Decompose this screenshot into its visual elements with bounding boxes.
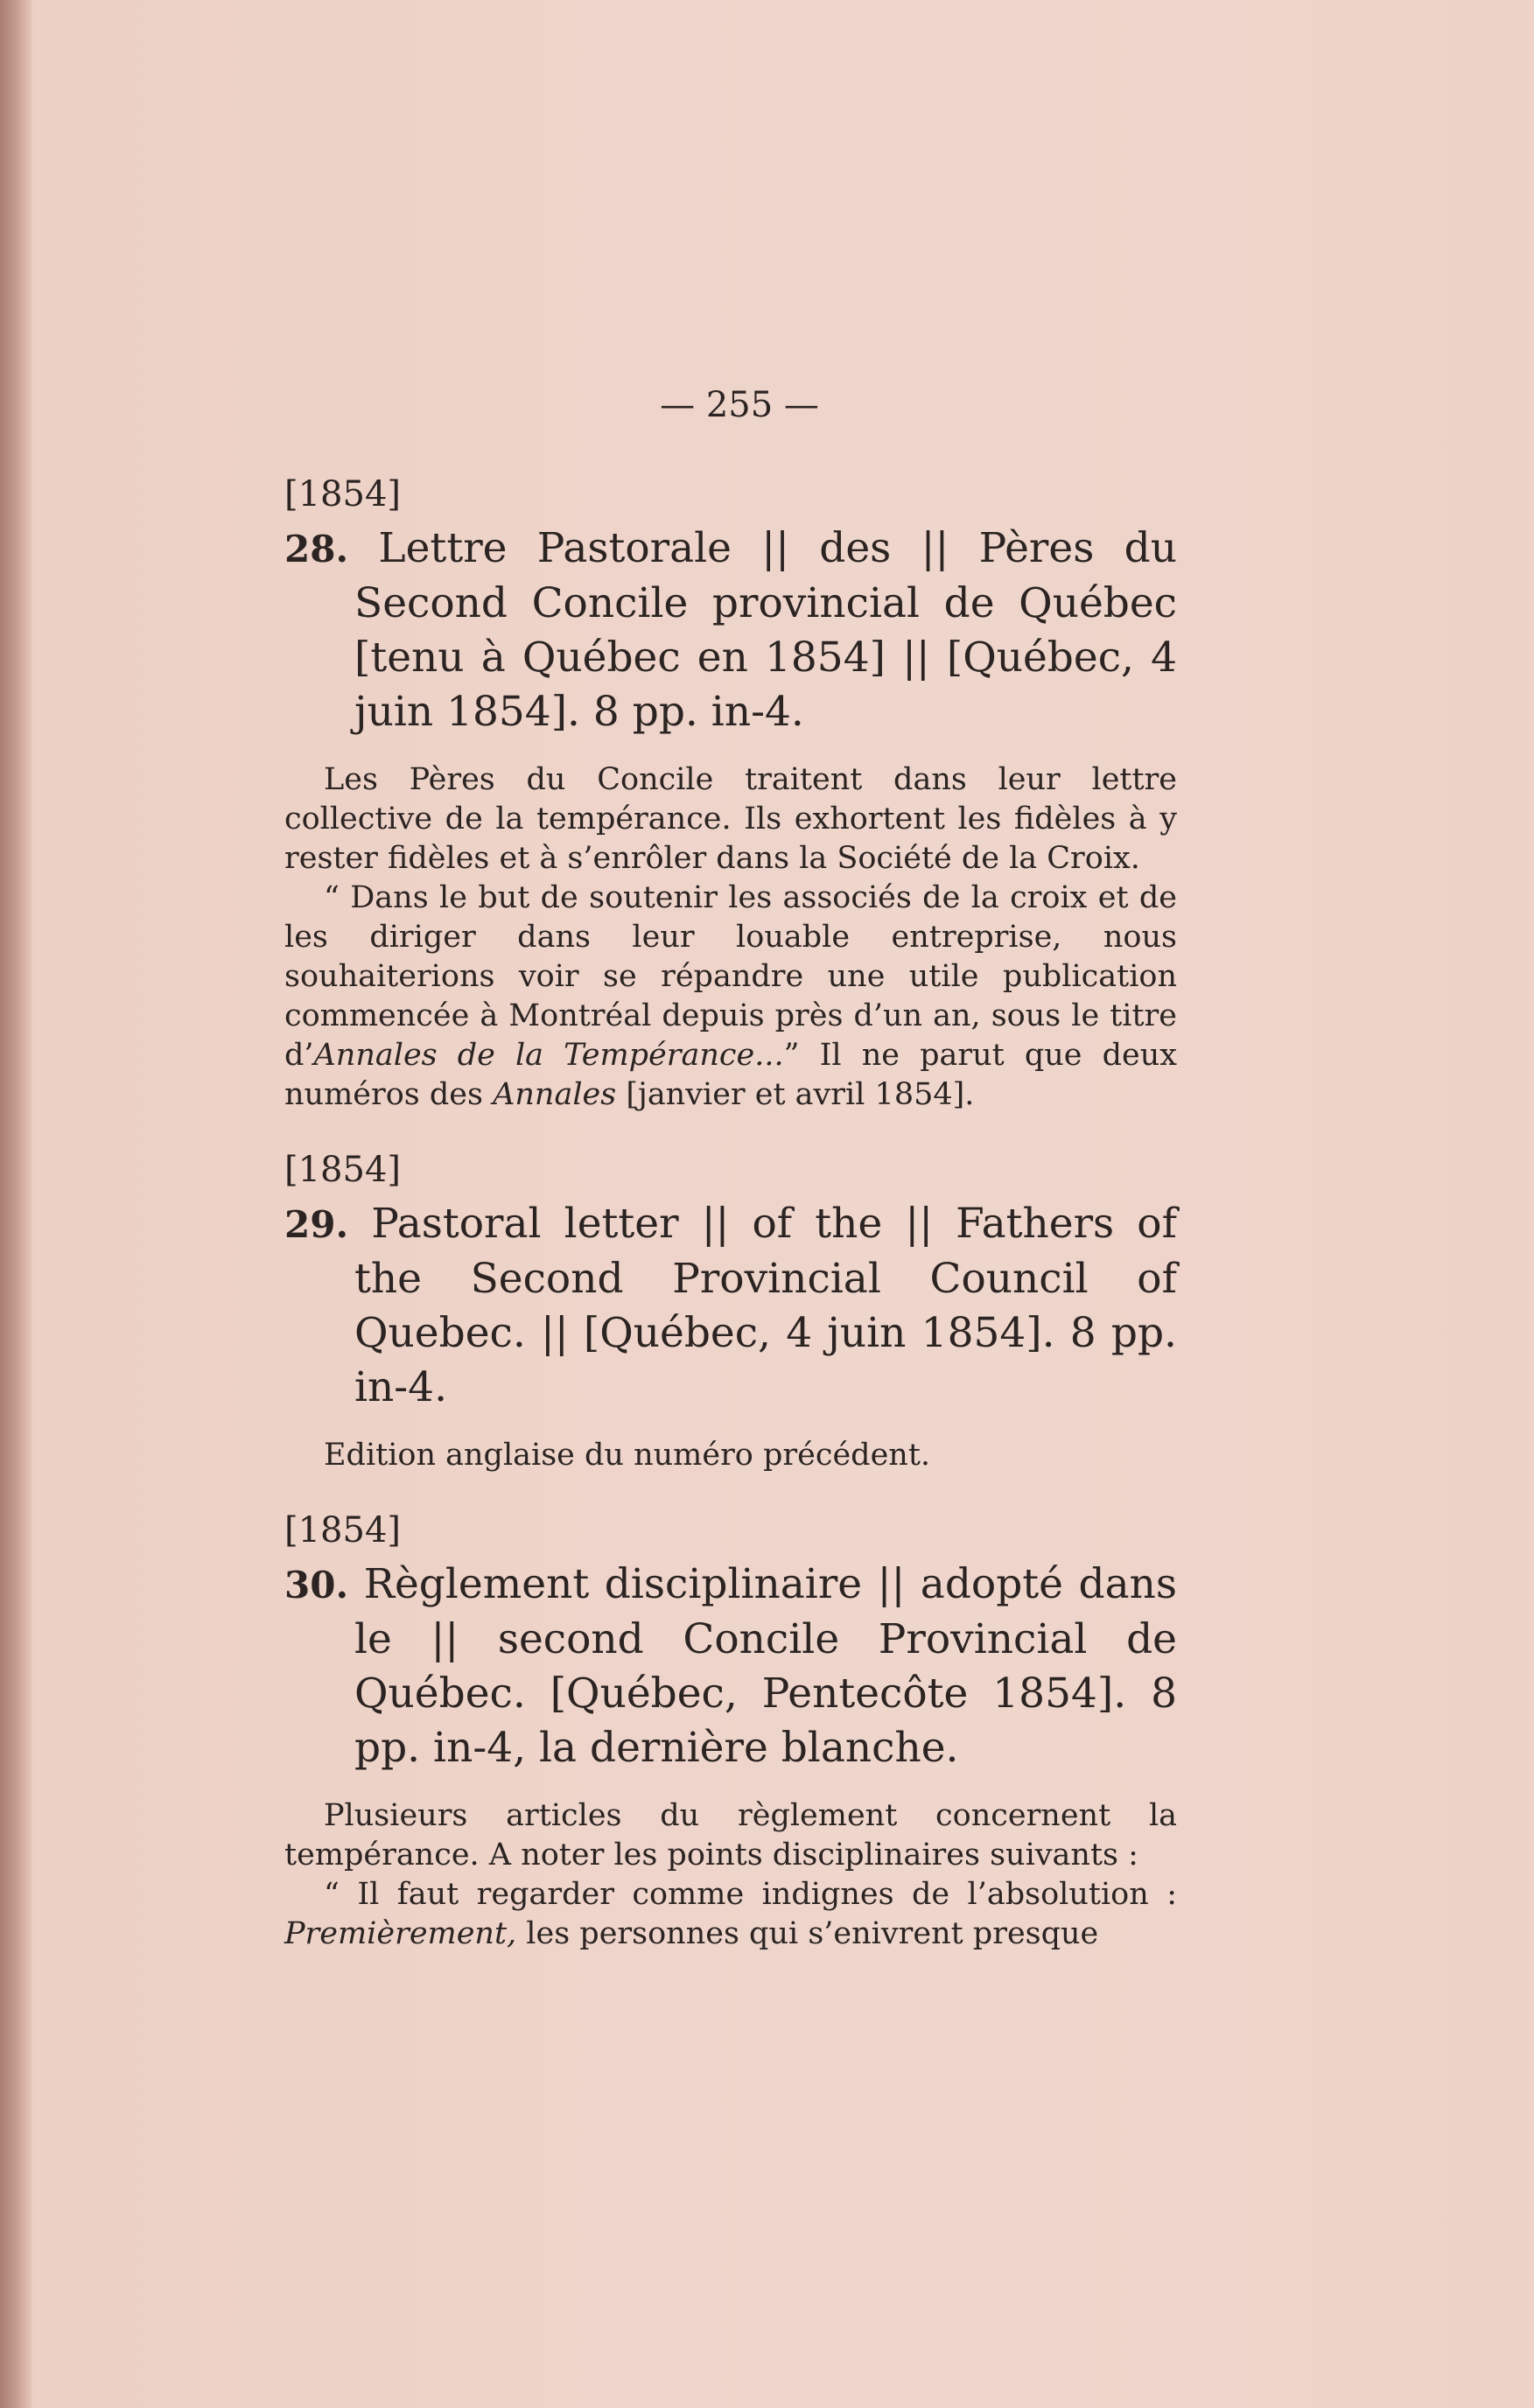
quote-text: “ Dans le but de soutenir les associés de la croix et de les diriger dans leur louable entreprise, nous souhaiterions voir se répandre une utile publication commencée à Montréal depuis près d’un an, sous le titre d’ [284,880,1177,1073]
quote-text: [janvier et avril 1854]. [616,1077,975,1112]
bibliography-entry [284,1558,1177,1775]
note-paragraph: Plusieurs articles du règlement concernent la tempérance. A noter les points disciplinaires suivants : [284,1798,1177,1872]
entry-year: [1854] [284,1150,402,1190]
entry-year: [1854] [284,1510,402,1550]
entry-note [284,760,1177,1115]
quote-text: ” Il ne parut que deux numéros des [284,1038,1177,1112]
bibliography-entry [284,522,1177,739]
entry-note [284,1796,1177,1954]
entry-number: 29. [284,1203,349,1246]
periodical-title: Annales [493,1077,617,1112]
quote-text: “ Il faut regarder comme indignes de l’absolution : [324,1877,1177,1912]
note-paragraph: Les Pères du Concile traitent dans leur lettre collective de la tempérance. Ils exhortent les fidèles à y rester fidèles et à s’enrôler dans la Société de la Croix. [284,762,1177,876]
note-paragraph: Edition anglaise du numéro précédent. [324,1438,931,1473]
entry-number: 30. [284,1564,349,1606]
book-spine-shadow [0,0,32,2408]
periodical-title: Annales de la Tempérance... [313,1038,784,1073]
note-paragraph [284,1875,1177,1954]
entry-note [284,1436,1177,1475]
entry-title: Pastoral letter || of the || Fathers of the Second Provincial Council of Quebec. || [Québec, 4 juin 1854]. 8 pp. in-4. [354,1200,1177,1411]
bibliography-entry [284,1197,1177,1415]
entry-title: Règlement disciplinaire || adopté dans le || second Concile Provincial de Québec. [Québec, Pentecôte 1854]. 8 pp. in-4, la dernière blanche. [354,1560,1177,1772]
quote-text: les personnes qui s’enivrent presque [516,1916,1099,1951]
emphasized-word: Premièrement, [284,1916,517,1951]
entry-number: 28. [284,528,349,570]
entry-title: Lettre Pastorale || des || Pères du Second Concile provincial de Québec [tenu à Québec en 1854] || [Québec, 4 juin 1854]. 8 pp. in-4. [354,524,1177,736]
page-number: — 255 — [660,385,819,425]
page-content [284,385,1177,1989]
note-paragraph [284,878,1177,1115]
entry-year: [1854] [284,474,402,514]
